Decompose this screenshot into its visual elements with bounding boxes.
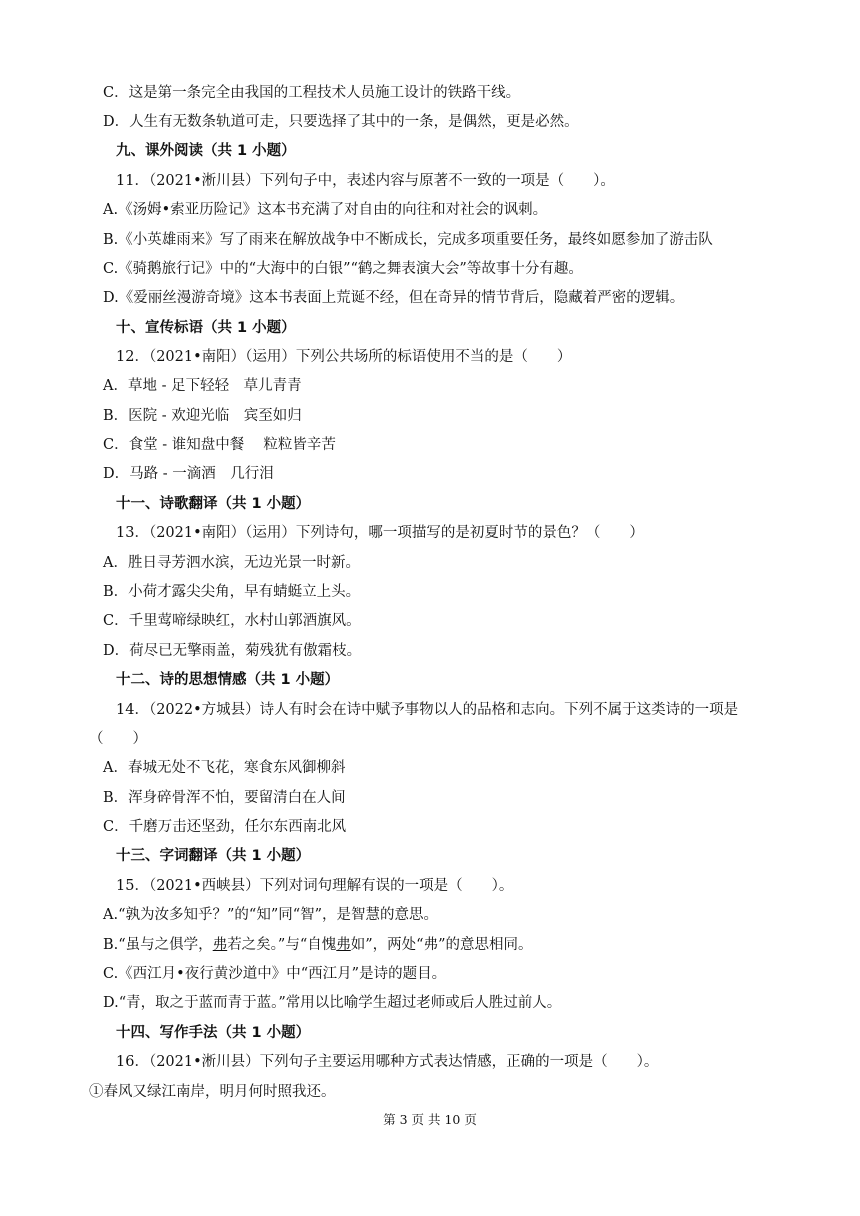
option-b	[103, 935, 533, 955]
section-heading: 九、课外阅读（共 1 小题）	[116, 143, 296, 159]
option-c: C．千里莺啼绿映红，水村山郭酒旗风。	[103, 613, 361, 629]
option-a: A．春城无处不飞花，寒食东风御柳斜	[103, 760, 346, 776]
underlined-word: 弗	[336, 937, 351, 953]
option-b: B．医院 - 欢迎光临 宾至如归	[103, 408, 302, 424]
option-c: C．食堂 - 谁知盘中餐 粒粒皆辛苦	[103, 437, 336, 453]
option-d: D．人生有无数条轨道可走，只要选择了其中的一条，是偶然，更是必然。	[103, 114, 579, 130]
option-a: A.《汤姆•索亚历险记》这本书充满了对自由的向往和对社会的讽刺。	[103, 202, 548, 218]
option-d: D．马路 - 一滴酒 几行泪	[103, 466, 274, 482]
section-heading: 十四、写作手法（共 1 小题）	[116, 1025, 311, 1041]
section-heading: 十三、字词翻译（共 1 小题）	[116, 848, 311, 864]
question-stem-continuation: （ ）	[89, 731, 147, 747]
option-d: D.《爱丽丝漫游奇境》这本书表面上荒诞不经，但在奇异的情节背后，隐藏着严密的逻辑。	[103, 290, 685, 306]
question-stem: 11．（2021•淅川县）下列句子中，表述内容与原著不一致的一项是（ ）。	[116, 173, 615, 189]
option-c: C．千磨万击还坚劲，任尔东西南北风	[103, 819, 347, 835]
section-heading: 十、宣传标语（共 1 小题）	[116, 320, 296, 336]
option-b-text-1: B.“虽与之俱学，	[103, 937, 213, 953]
option-d: D．荷尽已无擎雨盖，菊残犹有傲霜枝。	[103, 643, 362, 659]
section-heading: 十二、诗的思想情感（共 1 小题）	[116, 672, 340, 688]
underlined-word: 弗	[212, 937, 228, 953]
option-c: C．这是第一条完全由我国的工程技术人员施工设计的铁路干线。	[103, 85, 521, 101]
option-d: D.“青，取之于蓝而青于蓝。”常用以比喻学生超过老师或后人胜过前人。	[103, 995, 562, 1011]
question-stem: 15．（2021•西峡县）下列对词句理解有误的一项是（ ）。	[116, 878, 514, 894]
question-stem: 13．（2021•南阳）（运用）下列诗句，哪一项描写的是初夏时节的景色？（ ）	[116, 525, 644, 541]
option-b-text-3: 如”，两处“弗”的意思相同。	[350, 937, 533, 953]
option-b: B．小荷才露尖尖角，早有蜻蜓立上头。	[103, 584, 361, 600]
option-c: C.《西江月•夜行黄沙道中》中“西江月”是诗的题目。	[103, 966, 447, 982]
option-c: C.《骑鹅旅行记》中的“大海中的白银”“鹤之舞表演大会”等故事十分有趣。	[103, 261, 583, 277]
section-heading: 十一、诗歌翻译（共 1 小题）	[116, 496, 311, 512]
question-stem: 14．（2022•方城县）诗人有时会在诗中赋予事物以人的品格和志向。下列不属于这类诗的一项是	[116, 702, 739, 718]
option-a: A．草地 - 足下轻轻 草儿青青	[103, 378, 302, 394]
option-b-text-2: 若之矣。”与“自愧	[227, 937, 337, 953]
page-footer: 第 3 页 共 10 页	[383, 1112, 477, 1127]
question-stem: 16．（2021•淅川县）下列句子主要运用哪种方式表达情感，正确的一项是（ ）。	[116, 1054, 659, 1070]
option-b: B.《小英雄雨来》写了雨来在解放战争中不断成长，完成多项重要任务，最终如愿参加了游击队	[103, 232, 713, 248]
option-b: B．浑身碎骨浑不怕，要留清白在人间	[103, 790, 346, 806]
question-stem: 12．（2021•南阳）（运用）下列公共场所的标语使用不当的是（ ）	[116, 349, 572, 365]
option-a: A.“孰为汝多知乎？”的“知”同“智”，是智慧的意思。	[103, 907, 439, 923]
sentence-1: ①春风又绿江南岸，明月何时照我还。	[89, 1084, 336, 1100]
option-a: A．胜日寻芳泗水滨，无边光景一时新。	[103, 555, 360, 571]
